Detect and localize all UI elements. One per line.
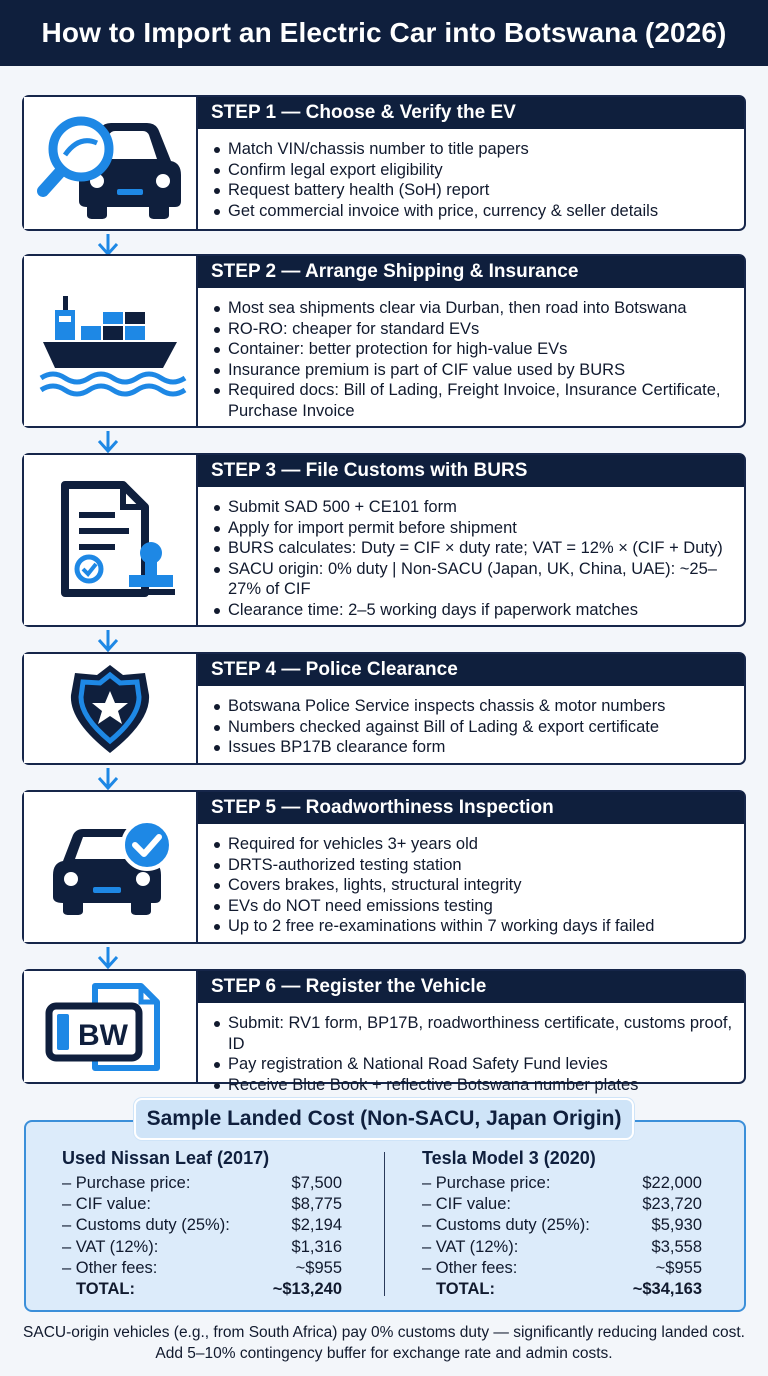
step-5-card	[22, 790, 746, 944]
cost-label: – Other fees:	[422, 1258, 518, 1277]
title-bar	[0, 0, 768, 66]
arrow-down-icon	[96, 234, 120, 256]
list-item: RO-RO: cheaper for standard EVs	[212, 319, 734, 340]
cost-value: $22,000	[642, 1174, 702, 1192]
step-1-card	[22, 95, 746, 231]
cost-label: – CIF value:	[422, 1195, 511, 1214]
cost-value: $5,930	[651, 1216, 702, 1235]
list-item: Receive Blue Book + reflective Botswana number plates	[212, 1075, 734, 1096]
total-row	[62, 1279, 342, 1300]
cost-label: – Customs duty (25%):	[62, 1216, 230, 1235]
list-item: Most sea shipments clear via Durban, then road into Botswana	[212, 298, 734, 319]
cost-value: ~$955	[295, 1258, 342, 1277]
arrow-down-icon	[96, 768, 120, 790]
total-label: TOTAL:	[76, 1280, 135, 1299]
step-6-heading: STEP 6 — Register the Vehicle	[198, 971, 744, 1003]
step-3-list	[212, 497, 734, 620]
list-item: Botswana Police Service inspects chassis & motor numbers	[212, 696, 734, 717]
list-item: Submit SAD 500 + CE101 form	[212, 497, 734, 518]
cost-row	[62, 1237, 342, 1258]
list-item: DRTS-authorized testing station	[212, 855, 734, 876]
column-divider	[384, 1152, 385, 1296]
cargo-ship-icon	[24, 256, 198, 426]
cost-row	[62, 1258, 342, 1279]
cost-label: – Other fees:	[62, 1258, 158, 1277]
cost-label: – VAT (12%):	[62, 1237, 159, 1256]
list-item: Required docs: Bill of Lading, Freight Invoice, Insurance Certificate, Purchase Invoice	[212, 380, 734, 421]
list-item: Required for vehicles 3+ years old	[212, 834, 734, 855]
cost-row	[62, 1173, 342, 1194]
cost-value: ~$955	[655, 1258, 702, 1277]
list-item: Apply for import permit before shipment	[212, 518, 734, 539]
step-3-heading: STEP 3 — File Customs with BURS	[198, 455, 744, 487]
car-name: Tesla Model 3 (2020)	[422, 1148, 596, 1168]
step-5-heading: STEP 5 — Roadworthiness Inspection	[198, 792, 744, 824]
police-badge-icon	[24, 654, 198, 763]
car-name: Used Nissan Leaf (2017)	[62, 1148, 270, 1168]
document-stamp-icon	[24, 455, 198, 625]
total-value: ~$13,240	[272, 1280, 342, 1299]
cost-column-nissan	[62, 1148, 342, 1300]
list-item: EVs do NOT need emissions testing	[212, 896, 734, 917]
cost-row	[62, 1194, 342, 1215]
step-4-heading: STEP 4 — Police Clearance	[198, 654, 744, 686]
footnote: SACU-origin vehicles (e.g., from South Africa) pay 0% customs duty — significantly reducing landed cost. Add 5–10% contingency buffer for exchange rate and admin costs.	[23, 1324, 745, 1362]
plate-text: BW	[78, 1018, 128, 1052]
list-item: Clearance time: 2–5 working days if paperwork matches	[212, 600, 734, 621]
cost-value: $1,316	[291, 1237, 342, 1256]
cost-row	[62, 1215, 342, 1236]
cost-label: – CIF value:	[62, 1195, 151, 1214]
landed-cost-title: Sample Landed Cost (Non-SACU, Japan Origin)	[134, 1098, 634, 1140]
step-3-card	[22, 453, 746, 627]
cost-label: – VAT (12%):	[422, 1237, 519, 1256]
total-row	[422, 1279, 702, 1300]
list-item: Confirm legal export eligibility	[212, 160, 734, 181]
cost-row	[422, 1215, 702, 1236]
arrow-down-icon	[96, 431, 120, 453]
cost-label: – Purchase price:	[422, 1174, 551, 1192]
list-item: Up to 2 free re-examinations within 7 working days if failed	[212, 916, 734, 937]
page-title: How to Import an Electric Car into Botswana (2026)	[41, 17, 727, 48]
cost-value: $23,720	[642, 1195, 702, 1214]
step-6-list	[212, 1013, 734, 1095]
cost-value: $2,194	[291, 1216, 342, 1235]
list-item: Pay registration & National Road Safety Fund levies	[212, 1054, 734, 1075]
cost-value: $7,500	[291, 1174, 342, 1192]
arrow-down-icon	[96, 630, 120, 652]
list-item: Match VIN/chassis number to title papers	[212, 139, 734, 160]
list-item: Insurance premium is part of CIF value used by BURS	[212, 360, 734, 381]
list-item: SACU origin: 0% duty | Non-SACU (Japan, UK, China, UAE): ~25–27% of CIF	[212, 559, 734, 600]
list-item: Request battery health (SoH) report	[212, 180, 734, 201]
list-item: BURS calculates: Duty = CIF × duty rate; VAT = 12% × (CIF + Duty)	[212, 538, 734, 559]
list-item: Numbers checked against Bill of Lading & export certificate	[212, 717, 734, 738]
cost-value: $3,558	[651, 1237, 702, 1256]
total-label: TOTAL:	[436, 1280, 495, 1299]
cost-row	[422, 1258, 702, 1279]
cost-row	[422, 1237, 702, 1258]
number-plate-icon	[24, 971, 198, 1082]
step-2-card	[22, 254, 746, 428]
magnifier-car-icon	[24, 97, 198, 229]
step-6-card	[22, 969, 746, 1094]
list-item: Issues BP17B clearance form	[212, 737, 734, 758]
cost-row	[422, 1194, 702, 1215]
list-item: Submit: RV1 form, BP17B, roadworthiness certificate, customs proof, ID	[212, 1013, 734, 1054]
cost-row	[422, 1173, 702, 1194]
list-item: Get commercial invoice with price, currency & seller details	[212, 201, 734, 222]
step-5-list	[212, 834, 734, 937]
cost-label: – Customs duty (25%):	[422, 1216, 590, 1235]
cost-label: – Purchase price:	[62, 1174, 191, 1192]
total-value: ~$34,163	[632, 1280, 702, 1299]
step-4-list	[212, 696, 734, 758]
list-item: Container: better protection for high-value EVs	[212, 339, 734, 360]
list-item: Covers brakes, lights, structural integrity	[212, 875, 734, 896]
step-2-list	[212, 298, 734, 421]
step-2-heading: STEP 2 — Arrange Shipping & Insurance	[198, 256, 744, 288]
step-1-list	[212, 139, 734, 221]
step-1-heading: STEP 1 — Choose & Verify the EV	[198, 97, 744, 129]
cost-column-tesla	[422, 1148, 702, 1300]
step-4-card	[22, 652, 746, 765]
cost-value: $8,775	[291, 1195, 342, 1214]
arrow-down-icon	[96, 947, 120, 969]
car-checkmark-icon	[24, 792, 198, 942]
